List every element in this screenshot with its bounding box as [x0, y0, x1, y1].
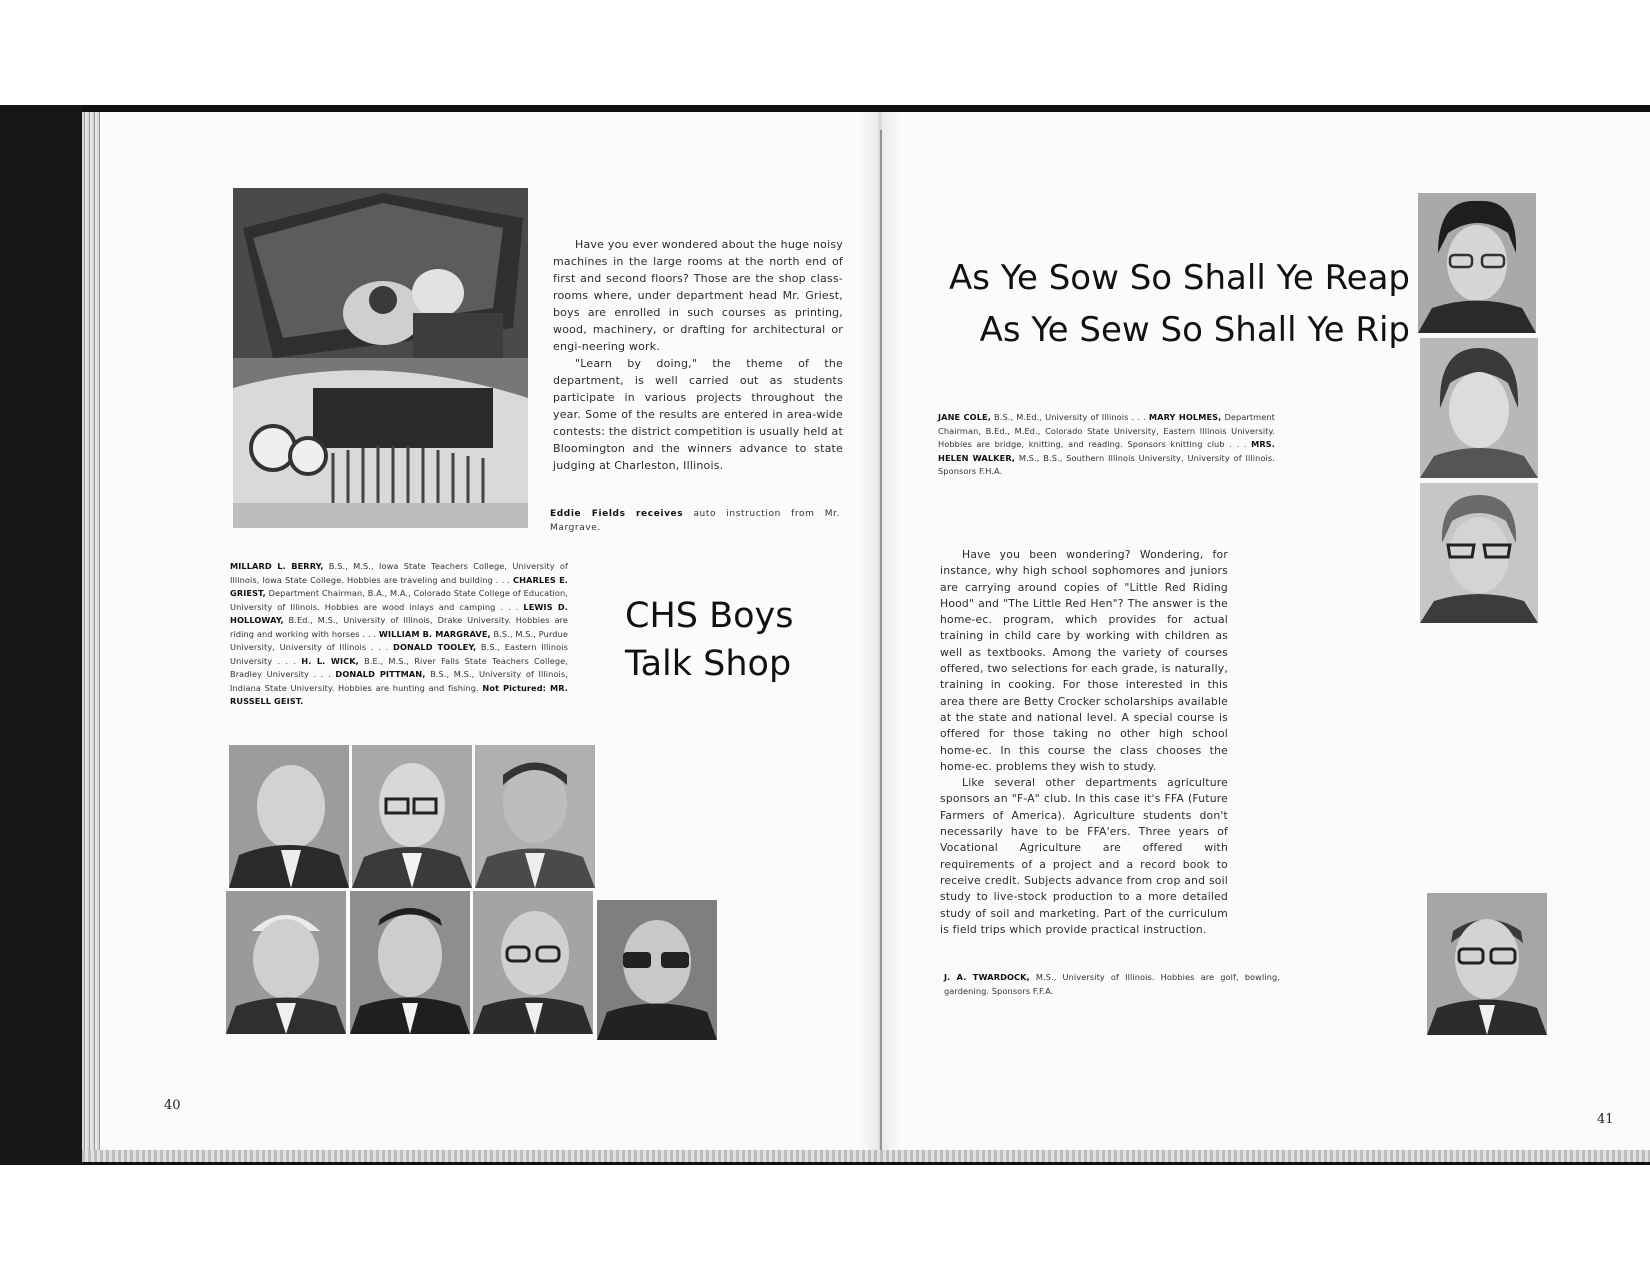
photo-caption-text: auto instruction from Mr. Margrave. [550, 509, 840, 533]
car-engine-photo-illustration [233, 188, 528, 528]
twardock-caption [944, 971, 1280, 998]
portrait [229, 745, 349, 888]
faculty-name-berry: MILLARD L. BERRY, [230, 561, 324, 571]
page-edges [82, 112, 102, 1162]
portrait [226, 891, 346, 1034]
portrait [350, 891, 470, 1034]
faculty-name-margrave: WILLIAM B. MARGRAVE, [378, 628, 491, 639]
book-binding [0, 105, 82, 1165]
portrait-jane-cole [1418, 193, 1536, 333]
faculty-name-pittman: DONALD PITTMAN, [335, 669, 426, 679]
gutter-line [880, 130, 882, 1150]
portrait [352, 745, 472, 888]
photo-caption-bold: Eddie Fields receives [550, 509, 684, 519]
auto-shop-photo [233, 188, 528, 528]
home-ec-title-line-1: As Ye Sow So Shall Ye Reap [948, 258, 1410, 298]
portrait [473, 891, 593, 1034]
faculty-text-tooley: B.S., Eastern Illinois University . . . [230, 642, 568, 666]
bottom-page-edges [82, 1150, 1650, 1162]
home-ec-ag-text [940, 547, 1228, 938]
photo-caption [550, 508, 840, 535]
shop-title [625, 592, 793, 688]
faculty-name-walker: MRS. HELEN WALKER, [938, 439, 1275, 463]
portrait [597, 900, 717, 1040]
faculty-text-griest: Department Chairman, B.A., M.A., Colorado State College of Education, University of Illinois. Hobbies are wood inlays and camping . . . [230, 588, 568, 612]
faculty-text-berry: B.S., M.S., Iowa State Teachers College, University of Illinois, Iowa State College. Hobbies are traveling and building . . . [230, 561, 568, 585]
page-number-right: 41 [1597, 1112, 1614, 1127]
home-ec-title [935, 252, 1410, 356]
agriculture-paragraph: Like several other departments agriculture sponsors an "F-A" club. In this case it's FFA (Future Farmers of America). Agriculture students don't necessarily have to be FFA'ers. Three years of Vocational Agriculture are offered with requirements of a project and a record book to receive credit. Subjects advance from crop and soil study to live-stock production to a more detailed study of soil and marketing. Part of the curriculum is field trips which provide practical instruction. [940, 776, 1228, 936]
portrait-helen-walker [1420, 483, 1538, 623]
faculty-name-griest: CHARLES E. GRIEST, [230, 574, 569, 598]
faculty-name-holloway: LEWIS D. HOLLOWAY, [230, 601, 569, 625]
portrait-mary-holmes [1420, 338, 1538, 478]
twardock-text: M.S., University of Illinois. Hobbies are golf, bowling, gardening. Sponsors F.F.A. [944, 972, 1280, 996]
shop-faculty-caption [230, 560, 568, 709]
faculty-text-walker: M.S., B.S., Southern Illinois University, University of Illinois. Sponsors F.H.A. [938, 452, 1275, 476]
faculty-text-holmes: Department Chairman, B.Ed., M.Ed., Colorado State University, Eastern Illinois University. Hobbies are bridge, knitting, and reading. Sponsors knitting club . . . [938, 412, 1275, 449]
faculty-text-cole: B.S., M.Ed., University of Illinois . . . [990, 412, 1149, 422]
shop-paragraph-1: Have you ever wondered about the huge noisy machines in the large rooms at the north end of first and second floors? Those are the shop class-rooms where, under department head Mr. Griest, boys are enrolled in such courses as printing, wood, machinery, or drafting for architectural or engi-neering work. [553, 238, 843, 353]
portrait-twardock [1427, 893, 1547, 1035]
faculty-name-tooley: DONALD TOOLEY, [393, 642, 477, 652]
shop-title-line-2: Talk Shop [625, 644, 792, 684]
faculty-text-wick: B.E., M.S., River Falls State Teachers College, Bradley University . . . [230, 655, 568, 679]
faculty-name-holmes: MARY HOLMES, [1148, 412, 1222, 422]
faculty-text-margrave: B.S., M.S., Purdue University, University of Illinois . . . [230, 628, 568, 652]
twardock-name: J. A. TWARDOCK, [944, 972, 1030, 982]
portrait [475, 745, 595, 888]
shop-paragraph-2: "Learn by doing," the theme of the department, is well carried out as students participate in various projects throughout the year. Some of the results are entered in area-wide contests: the district competition is usually held at Bloomington and the winners advance to state judging at Charleston, Illinois. [553, 357, 843, 472]
faculty-name-wick: H. L. WICK, [301, 655, 359, 666]
home-ec-title-line-2: As Ye Sew So Shall Ye Rip [979, 310, 1410, 350]
faculty-name-cole: JANE COLE, [938, 412, 991, 422]
page-number-left: 40 [164, 1098, 181, 1113]
home-ec-paragraph: Have you been wondering? Wondering, for instance, why high school sophomores and juniors are carrying around copies of "Little Red Riding Hood" and "The Little Red Hen"? The answer is the home-ec. program, which provides for actual training in child care by working with children as well as textbooks. Among the variety of courses offered, two selections for each grade, is naturally, training in cooking. For those interested in this area there are Betty Crocker scholarships available at the state and national level. A special course is offered for those taking no other high school home-ec. In this course the class chooses the home-ec. problems they wish to study. [940, 548, 1228, 773]
not-pictured-note: Not Pictured: MR. RUSSELL GEIST. [230, 682, 568, 706]
faculty-text-holloway: B.Ed., M.S., University of Illinois, Drake University. Hobbies are riding and working with horses . . . [230, 615, 568, 639]
shop-intro-text [553, 236, 843, 474]
shop-title-line-1: CHS Boys [625, 596, 794, 636]
home-ec-faculty-caption [938, 411, 1275, 479]
faculty-text-pittman: B.S., M.S., University of Illinois, Indiana State University. Hobbies are hunting and fishing. [230, 669, 568, 693]
